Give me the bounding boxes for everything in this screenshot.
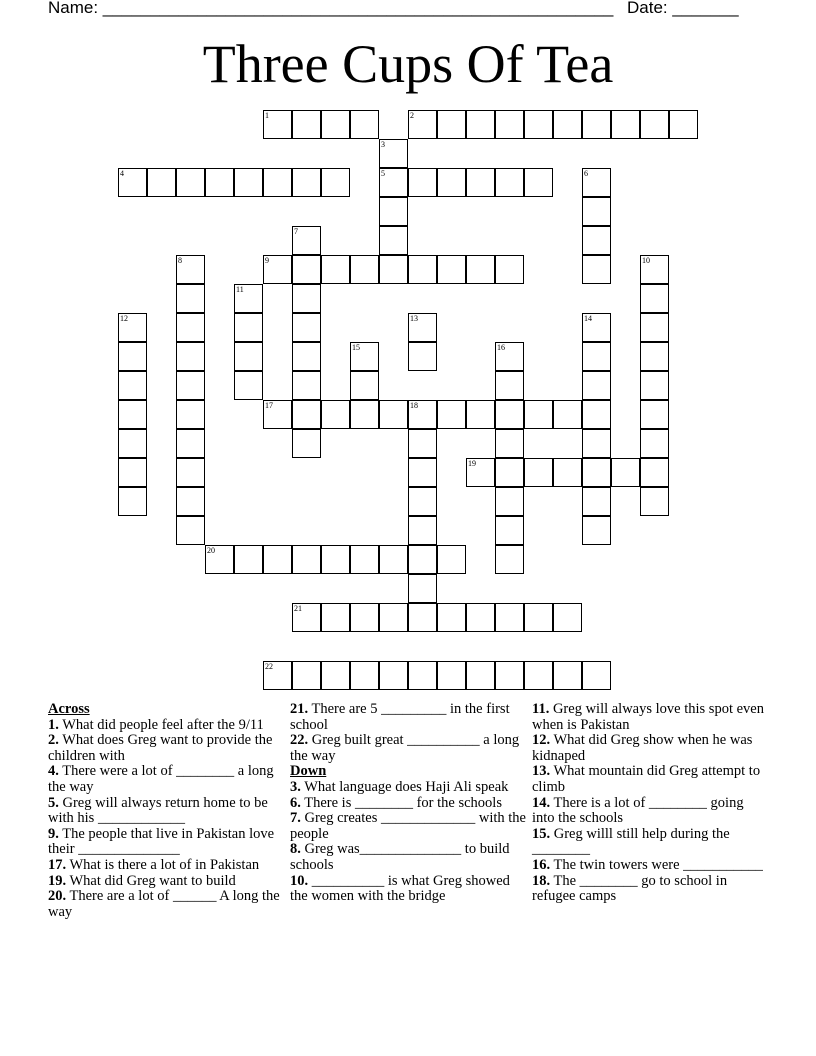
- grid-cell[interactable]: [379, 139, 408, 168]
- grid-cell[interactable]: [524, 458, 553, 487]
- clue-number: 15: [352, 343, 360, 352]
- clue: [290, 780, 526, 796]
- grid-cell[interactable]: [582, 110, 611, 139]
- clue-text: What did people feel after the 9/11: [58, 716, 264, 733]
- clue-number: 6: [584, 169, 588, 178]
- grid-cell[interactable]: [582, 313, 611, 342]
- clue-number: 9.: [48, 825, 59, 842]
- clue: [290, 702, 526, 733]
- grid-cell[interactable]: [292, 661, 321, 690]
- grid-cell[interactable]: [321, 255, 350, 284]
- grid-cell[interactable]: [611, 110, 640, 139]
- grid-cell[interactable]: [292, 545, 321, 574]
- grid-cell[interactable]: [408, 342, 437, 371]
- clue: [290, 874, 526, 905]
- clue-text: There is ________ for the schools: [300, 794, 502, 811]
- clue-number: 20.: [48, 888, 67, 905]
- clue: [48, 874, 284, 890]
- clue: [532, 733, 768, 764]
- clue-number: 10: [642, 256, 650, 265]
- clue-number: 5: [381, 169, 385, 178]
- grid-cell[interactable]: [292, 255, 321, 284]
- grid-cell[interactable]: [582, 226, 611, 255]
- clue-text: What language does Haji Ali speak: [300, 778, 509, 795]
- grid-cell[interactable]: [118, 458, 147, 487]
- clues-column-3: [532, 702, 768, 905]
- clue-text: What does Greg want to provide the children with: [48, 732, 273, 764]
- clue-text: There are 5 _________ in the first school: [290, 701, 510, 733]
- grid-cell[interactable]: [437, 661, 466, 690]
- name-field-label: Name: ______________________________________________________: [48, 0, 614, 17]
- grid-cell[interactable]: [350, 545, 379, 574]
- clue-text: The people that live in Pakistan love their ______________: [48, 825, 275, 858]
- clue-number: 9: [265, 256, 269, 265]
- grid-cell[interactable]: [408, 313, 437, 342]
- grid-cell[interactable]: [466, 168, 495, 197]
- grid-cell[interactable]: [582, 400, 611, 429]
- grid-cell[interactable]: [524, 110, 553, 139]
- clue-text: __________ is what Greg showed the women with the bridge: [290, 872, 510, 905]
- grid-cell[interactable]: [495, 255, 524, 284]
- clue: [48, 764, 284, 795]
- grid-cell[interactable]: [176, 255, 205, 284]
- grid-cell[interactable]: [263, 661, 292, 690]
- clue-number: 19.: [48, 872, 67, 889]
- grid-cell[interactable]: [495, 371, 524, 400]
- grid-cell[interactable]: [640, 429, 669, 458]
- grid-cell[interactable]: [408, 168, 437, 197]
- grid-cell[interactable]: [350, 371, 379, 400]
- grid-cell[interactable]: [234, 284, 263, 313]
- grid-cell[interactable]: [321, 661, 350, 690]
- clue-section-heading: Down: [290, 763, 327, 780]
- grid-cell[interactable]: [495, 168, 524, 197]
- clue: [290, 842, 526, 873]
- clue-text: Greg built great __________ a long the way: [290, 732, 520, 764]
- clue: [532, 702, 768, 733]
- grid-cell[interactable]: [640, 342, 669, 371]
- clue: [532, 858, 768, 874]
- clue-text: Greg was______________ to build schools: [290, 841, 510, 873]
- clue: [532, 874, 768, 905]
- grid-cell[interactable]: [495, 458, 524, 487]
- grid-cell[interactable]: [118, 371, 147, 400]
- clue: [48, 796, 284, 827]
- clue-number: 21.: [290, 701, 309, 717]
- grid-cell[interactable]: [553, 603, 582, 632]
- grid-cell[interactable]: [321, 168, 350, 197]
- clue-number: 7.: [290, 810, 301, 827]
- grid-cell[interactable]: [466, 661, 495, 690]
- clue-number: 20: [207, 546, 215, 555]
- grid-cell[interactable]: [524, 400, 553, 429]
- grid-cell[interactable]: [466, 110, 495, 139]
- clue-text: What is there a lot of in Pakistan: [66, 856, 260, 873]
- grid-cell[interactable]: [292, 313, 321, 342]
- clue-number: 3: [381, 140, 385, 149]
- clue-number: 11: [236, 285, 244, 294]
- clue-number: 12.: [532, 732, 551, 749]
- grid-cell[interactable]: [553, 661, 582, 690]
- clue-number: 18.: [532, 872, 551, 889]
- clue-text: What did Greg want to build: [66, 872, 236, 889]
- grid-cell[interactable]: [669, 110, 698, 139]
- grid-cell[interactable]: [582, 168, 611, 197]
- grid-cell[interactable]: [495, 603, 524, 632]
- grid-cell[interactable]: [263, 400, 292, 429]
- grid-cell[interactable]: [582, 458, 611, 487]
- grid-cell[interactable]: [408, 574, 437, 603]
- grid-cell[interactable]: [292, 603, 321, 632]
- grid-cell[interactable]: [640, 284, 669, 313]
- grid-cell[interactable]: [350, 342, 379, 371]
- clue-text: Greg will always love this spot even when is Pakistan: [532, 701, 764, 733]
- grid-cell[interactable]: [147, 168, 176, 197]
- grid-cell[interactable]: [466, 400, 495, 429]
- grid-cell[interactable]: [437, 603, 466, 632]
- grid-cell[interactable]: [437, 110, 466, 139]
- grid-cell[interactable]: [553, 458, 582, 487]
- grid-cell[interactable]: [292, 371, 321, 400]
- grid-cell[interactable]: [582, 255, 611, 284]
- grid-cell[interactable]: [263, 545, 292, 574]
- grid-cell[interactable]: [234, 371, 263, 400]
- grid-cell[interactable]: [408, 603, 437, 632]
- grid-cell[interactable]: [640, 487, 669, 516]
- clue: [290, 733, 526, 764]
- grid-cell[interactable]: [118, 313, 147, 342]
- clue-number: 10.: [290, 872, 309, 889]
- grid-cell[interactable]: [553, 400, 582, 429]
- clue: [532, 764, 768, 795]
- grid-cell[interactable]: [524, 603, 553, 632]
- grid-cell[interactable]: [292, 284, 321, 313]
- grid-cell[interactable]: [524, 168, 553, 197]
- clue: [290, 796, 526, 812]
- clue-number: 22.: [290, 732, 309, 749]
- grid-cell[interactable]: [350, 255, 379, 284]
- grid-cell[interactable]: [437, 255, 466, 284]
- clue: [532, 796, 768, 827]
- grid-cell[interactable]: [118, 487, 147, 516]
- grid-cell[interactable]: [495, 545, 524, 574]
- grid-cell[interactable]: [263, 255, 292, 284]
- clue-text: What mountain did Greg attempt to climb: [532, 763, 761, 795]
- grid-cell[interactable]: [408, 545, 437, 574]
- grid-cell[interactable]: [640, 400, 669, 429]
- grid-cell[interactable]: [466, 603, 495, 632]
- grid-cell[interactable]: [379, 545, 408, 574]
- clue-number: 4.: [48, 763, 59, 780]
- clue: [48, 858, 284, 874]
- grid-cell[interactable]: [379, 226, 408, 255]
- clue-number: 4: [120, 169, 124, 178]
- grid-cell[interactable]: [118, 429, 147, 458]
- clue-number: 17.: [48, 856, 67, 873]
- grid-cell[interactable]: [205, 545, 234, 574]
- clue-section-heading: Across: [48, 701, 90, 717]
- grid-cell[interactable]: [379, 661, 408, 690]
- grid-cell[interactable]: [495, 110, 524, 139]
- grid-cell[interactable]: [582, 197, 611, 226]
- grid-cell[interactable]: [118, 342, 147, 371]
- grid-cell[interactable]: [379, 400, 408, 429]
- clue-number: 6.: [290, 794, 301, 811]
- clue-text: There are a lot of ______ A long the way: [48, 888, 280, 920]
- grid-cell[interactable]: [292, 110, 321, 139]
- grid-cell[interactable]: [408, 516, 437, 545]
- clue-text: The ________ go to school in refugee camps: [532, 872, 728, 905]
- clue-number: 16.: [532, 856, 551, 873]
- grid-cell[interactable]: [379, 603, 408, 632]
- grid-cell[interactable]: [524, 661, 553, 690]
- clues-column-2: [290, 702, 526, 905]
- grid-cell[interactable]: [408, 458, 437, 487]
- grid-cell[interactable]: [292, 400, 321, 429]
- grid-cell[interactable]: [582, 487, 611, 516]
- grid-cell[interactable]: [640, 110, 669, 139]
- grid-cell[interactable]: [176, 516, 205, 545]
- grid-cell[interactable]: [408, 255, 437, 284]
- grid-cell[interactable]: [582, 342, 611, 371]
- grid-cell[interactable]: [176, 458, 205, 487]
- clue: [48, 733, 284, 764]
- clue-text: What did Greg show when he was kidnaped: [532, 732, 753, 764]
- grid-cell[interactable]: [263, 168, 292, 197]
- grid-cell[interactable]: [234, 545, 263, 574]
- clues-column-1: [48, 702, 284, 920]
- grid-cell[interactable]: [379, 255, 408, 284]
- clue-number: 5.: [48, 794, 59, 811]
- grid-cell[interactable]: [292, 429, 321, 458]
- grid-cell[interactable]: [176, 313, 205, 342]
- grid-cell[interactable]: [408, 487, 437, 516]
- clue-text: There were a lot of ________ a long the way: [48, 763, 274, 795]
- clue-number: 14.: [532, 794, 551, 811]
- clue-text: Greg willl still help during the ________: [532, 825, 730, 858]
- grid-cell[interactable]: [437, 400, 466, 429]
- grid-cell[interactable]: [640, 458, 669, 487]
- clue-text: Greg creates _____________ with the people: [290, 810, 526, 842]
- grid-cell[interactable]: [379, 168, 408, 197]
- clue-number: 18: [410, 401, 418, 410]
- clue-number: 8: [178, 256, 182, 265]
- page-title: Three Cups Of Tea: [202, 34, 614, 94]
- clue: [48, 718, 284, 734]
- grid-cell[interactable]: [466, 255, 495, 284]
- grid-cell[interactable]: [321, 545, 350, 574]
- clue-number: 2: [410, 111, 414, 120]
- grid-cell[interactable]: [553, 110, 582, 139]
- clue-text: Greg will always return home to be with his ____________: [48, 794, 268, 827]
- grid-cell[interactable]: [640, 313, 669, 342]
- grid-cell[interactable]: [176, 429, 205, 458]
- clue-number: 2.: [48, 732, 59, 749]
- grid-cell[interactable]: [408, 429, 437, 458]
- grid-cell[interactable]: [495, 429, 524, 458]
- date-field-label: Date: _______: [627, 0, 739, 17]
- grid-cell[interactable]: [640, 255, 669, 284]
- grid-cell[interactable]: [582, 429, 611, 458]
- grid-cell[interactable]: [495, 487, 524, 516]
- clue: [532, 827, 768, 858]
- grid-cell[interactable]: [234, 168, 263, 197]
- grid-cell[interactable]: [205, 168, 234, 197]
- grid-cell[interactable]: [176, 168, 205, 197]
- grid-cell[interactable]: [234, 313, 263, 342]
- clue-number: 7: [294, 227, 298, 236]
- grid-cell[interactable]: [582, 371, 611, 400]
- grid-cell[interactable]: [292, 168, 321, 197]
- grid-cell[interactable]: [408, 110, 437, 139]
- grid-cell[interactable]: [495, 516, 524, 545]
- grid-cell[interactable]: [495, 661, 524, 690]
- grid-cell[interactable]: [321, 400, 350, 429]
- grid-cell[interactable]: [466, 458, 495, 487]
- clue-text: There is a lot of ________ going into the schools: [532, 794, 744, 827]
- grid-cell[interactable]: [292, 226, 321, 255]
- clue-number: 15.: [532, 825, 551, 842]
- grid-cell[interactable]: [176, 371, 205, 400]
- grid-cell[interactable]: [495, 342, 524, 371]
- grid-cell[interactable]: [176, 487, 205, 516]
- clue-number: 19: [468, 459, 476, 468]
- clue-number: 13.: [532, 763, 551, 780]
- grid-cell[interactable]: [176, 400, 205, 429]
- grid-cell[interactable]: [437, 545, 466, 574]
- grid-cell[interactable]: [234, 342, 263, 371]
- clue-number: 1.: [48, 716, 59, 733]
- clue-number: 8.: [290, 841, 301, 858]
- grid-cell[interactable]: [350, 603, 379, 632]
- grid-cell[interactable]: [495, 400, 524, 429]
- clue-number: 11.: [532, 701, 550, 717]
- clue-number: 13: [410, 314, 418, 323]
- grid-cell[interactable]: [321, 110, 350, 139]
- grid-cell[interactable]: [582, 516, 611, 545]
- grid-cell[interactable]: [437, 168, 466, 197]
- clue: [48, 889, 284, 920]
- grid-cell[interactable]: [263, 110, 292, 139]
- grid-cell[interactable]: [292, 342, 321, 371]
- clue: [48, 827, 284, 858]
- clue-number: 14: [584, 314, 592, 323]
- clue-number: 12: [120, 314, 128, 323]
- clue-number: 16: [497, 343, 505, 352]
- grid-cell[interactable]: [118, 168, 147, 197]
- grid-cell[interactable]: [350, 110, 379, 139]
- grid-cell[interactable]: [118, 400, 147, 429]
- grid-cell[interactable]: [408, 661, 437, 690]
- clue-number: 1: [265, 111, 269, 120]
- grid-cell[interactable]: [321, 603, 350, 632]
- clue-text: The twin towers were ___________: [550, 856, 763, 873]
- grid-cell[interactable]: [611, 458, 640, 487]
- clue-number: 22: [265, 662, 273, 671]
- grid-cell[interactable]: [582, 661, 611, 690]
- grid-cell[interactable]: [408, 400, 437, 429]
- clue-number: 17: [265, 401, 273, 410]
- grid-cell[interactable]: [350, 661, 379, 690]
- grid-cell[interactable]: [379, 197, 408, 226]
- clue-number: 3.: [290, 778, 301, 795]
- grid-cell[interactable]: [176, 284, 205, 313]
- clue-number: 21: [294, 604, 302, 613]
- grid-cell[interactable]: [640, 371, 669, 400]
- grid-cell[interactable]: [176, 342, 205, 371]
- clue: [290, 811, 526, 842]
- grid-cell[interactable]: [350, 400, 379, 429]
